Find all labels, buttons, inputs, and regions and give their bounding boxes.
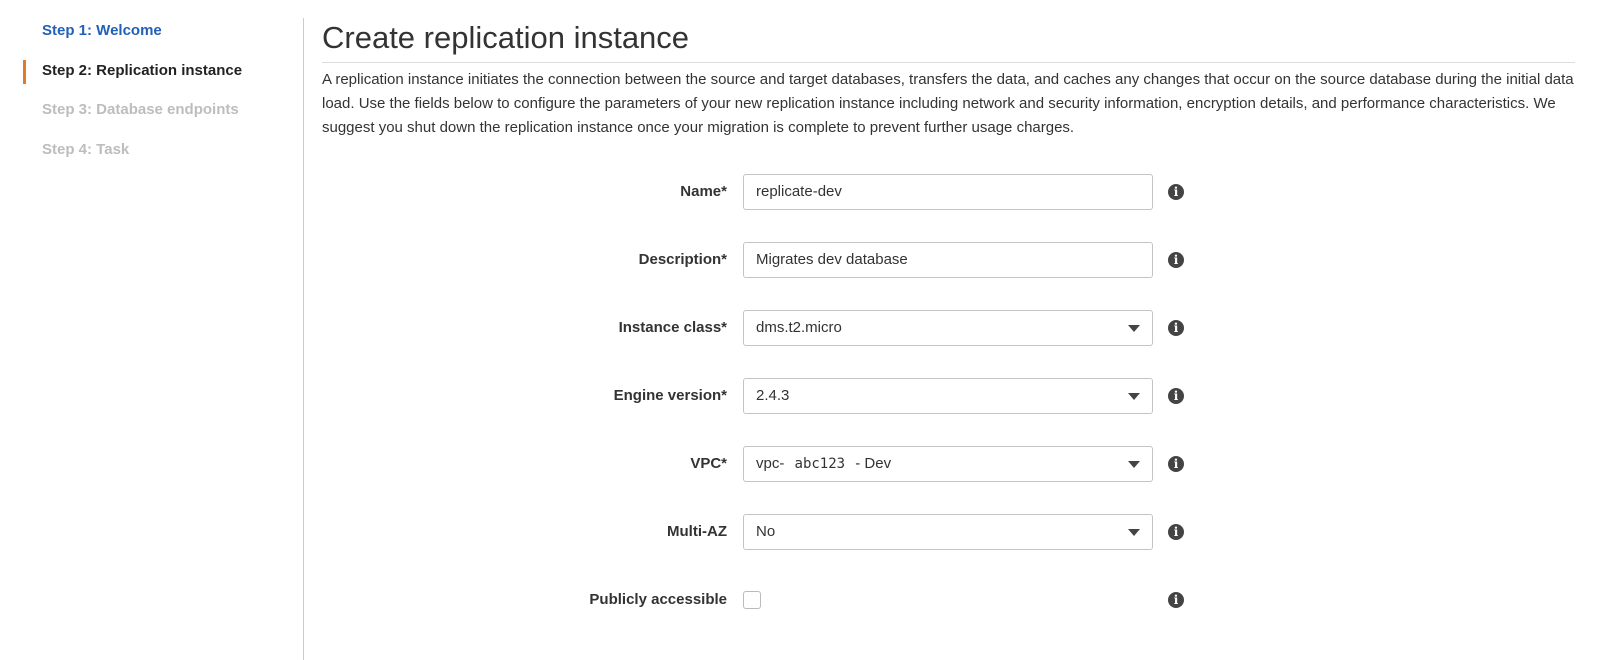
description-row: [322, 242, 1577, 278]
multi-az-label: Multi-AZ: [667, 523, 727, 540]
publicly-accessible-label: Publicly accessible: [589, 591, 727, 608]
instance-class-value: dms.t2.micro: [756, 319, 842, 336]
name-label: Name*: [680, 183, 727, 200]
page-title: Create replication instance: [322, 20, 690, 55]
intro-paragraph: A replication instance initiates the connection between the source and target databases, transfers the data, and caches any changes that occur on the source database during the initial data load. Use the fields below to configure the parameters of your new replication instance including network and security information, encryption details, and performance characteristics. We suggest you shut down the replication instance once your migration is complete to prevent further usage charges.: [322, 71, 1574, 136]
publicly-accessible-row: [322, 582, 1577, 618]
info-icon[interactable]: i: [1168, 320, 1184, 336]
chevron-down-icon: [1128, 529, 1140, 536]
vpc-label: VPC*: [690, 455, 727, 472]
engine-version-row: [322, 378, 1577, 414]
vpc-select[interactable]: [743, 446, 1153, 482]
step-database-endpoints: Step 3: Database endpoints: [42, 101, 239, 118]
info-icon[interactable]: i: [1168, 456, 1184, 472]
step-welcome-link[interactable]: Step 1: Welcome: [42, 22, 162, 39]
main-content: [322, 0, 1577, 660]
multi-az-value: No: [756, 523, 776, 540]
publicly-accessible-checkbox[interactable]: [743, 591, 761, 609]
active-step-marker: [23, 60, 26, 84]
vpc-value-prefix: vpc-: [756, 455, 785, 472]
chevron-down-icon: [1128, 461, 1140, 468]
engine-version-select[interactable]: [743, 378, 1153, 414]
info-icon[interactable]: i: [1168, 524, 1184, 540]
name-row: [322, 174, 1577, 210]
vpc-row: [322, 446, 1577, 482]
info-icon[interactable]: i: [1168, 388, 1184, 404]
info-icon[interactable]: i: [1168, 592, 1184, 608]
multi-az-select[interactable]: [743, 514, 1153, 550]
instance-class-select[interactable]: [743, 310, 1153, 346]
wizard-steps-sidebar: [0, 0, 303, 660]
vpc-value-suffix: - Dev: [855, 455, 892, 472]
engine-version-label: Engine version*: [613, 387, 727, 404]
info-icon[interactable]: i: [1168, 252, 1184, 268]
chevron-down-icon: [1128, 393, 1140, 400]
instance-class-row: [322, 310, 1577, 346]
description-label: Description*: [638, 251, 727, 268]
engine-version-value: 2.4.3: [756, 387, 790, 404]
step-task: Step 4: Task: [42, 141, 130, 158]
step-replication-instance[interactable]: Step 2: Replication instance: [42, 62, 243, 79]
description-input[interactable]: Migrates dev database: [743, 242, 1153, 278]
title-divider: [322, 62, 1575, 63]
sidebar-divider: [303, 18, 304, 660]
name-input[interactable]: replicate-dev: [743, 174, 1153, 210]
vpc-value-id: abc123: [794, 456, 846, 472]
multi-az-row: [322, 514, 1577, 550]
info-icon[interactable]: i: [1168, 184, 1184, 200]
instance-class-label: Instance class*: [618, 319, 727, 336]
chevron-down-icon: [1128, 325, 1140, 332]
